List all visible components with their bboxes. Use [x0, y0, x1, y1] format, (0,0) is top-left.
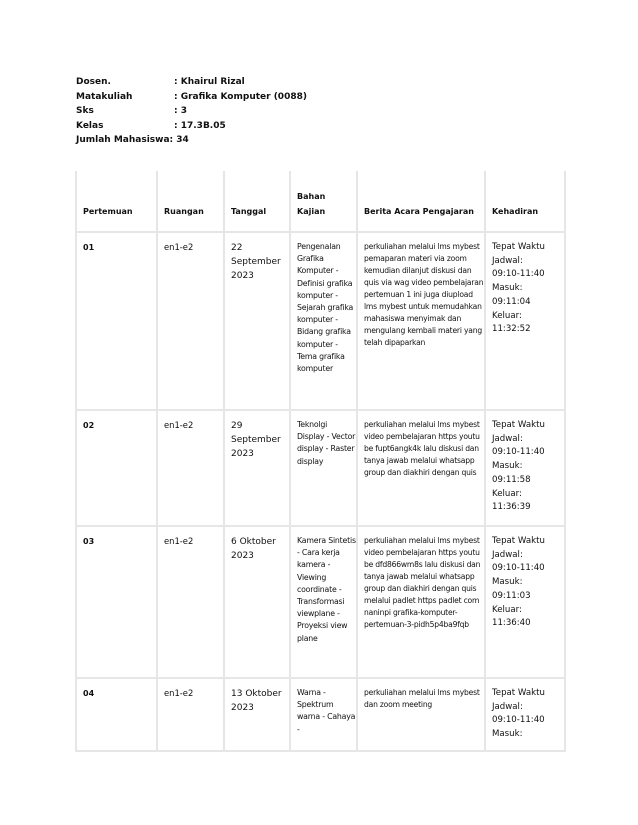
jumlah-label: Jumlah Mahasiswa [76, 135, 170, 145]
cell-pertemuan: 02 [76, 410, 157, 526]
cell-pertemuan: 03 [76, 526, 157, 678]
kelas-label: Kelas [76, 120, 104, 131]
cell-tanggal: 22 September 2023 [224, 232, 290, 410]
kehadiran-masuk-label: Masuk: [492, 577, 523, 588]
cell-kehadiran [485, 678, 565, 751]
cell-kehadiran [485, 410, 565, 526]
cell-pertemuan: 04 [76, 678, 157, 751]
cell-ruangan: en1-e2 [157, 526, 224, 678]
cell-bahan-kajian: Teknolgi Display - Vector display - Raster display [290, 410, 357, 526]
header-ruangan: Ruangan [157, 171, 224, 232]
kehadiran-jadwal-value: 09:10-11:40 [492, 563, 545, 574]
dosen-label: Dosen. [76, 77, 111, 87]
header-kehadiran: Kehadiran [485, 171, 565, 232]
kehadiran-jadwal-value: 09:10-11:40 [492, 447, 545, 458]
cell-kehadiran [485, 232, 565, 410]
kehadiran-jadwal-value: 09:10-11:40 [492, 269, 545, 280]
kehadiran-status: Tepat Waktu [492, 242, 545, 252]
cell-ruangan: en1-e2 [157, 678, 224, 751]
cell-berita-acara: perkuliahan melalui lms mybest pemaparan materi via zoom kemudian dilanjut diskusi dan quis via wag video pembelajaran pertemuan 1 ini juga diupload lms mybest untuk memudahkan mahasiswa menyimak dan mengulang kembali materi yang telah dipaparkan [357, 232, 485, 410]
cell-kehadiran [485, 526, 565, 678]
header-tanggal: Tanggal [224, 171, 290, 232]
kehadiran-status: Tepat Waktu [492, 536, 545, 546]
sks-value: : 3 [174, 106, 187, 116]
kehadiran-jadwal-label: Jadwal: [492, 549, 523, 560]
attendance-table [75, 171, 566, 752]
kehadiran-keluar-label: Keluar: [492, 310, 522, 321]
cell-ruangan: en1-e2 [157, 232, 224, 410]
kehadiran-keluar-label: Keluar: [492, 604, 522, 615]
cell-bahan-kajian: Kamera Sintetis - Cara kerja kamera - Viewing coordinate - Transformasi viewplane - Proyeksi view plane [290, 526, 357, 678]
cell-tanggal: 13 Oktober 2023 [224, 678, 290, 751]
info-row-matakuliah [76, 90, 307, 105]
info-row-jumlah [76, 133, 307, 148]
info-row-dosen [76, 75, 307, 90]
kehadiran-masuk-value: 09:11:03 [492, 590, 531, 601]
header-bahan-kajian: Bahan Kajian [290, 171, 357, 232]
table-header-row [76, 171, 565, 232]
cell-berita-acara: perkuliahan melalui lms mybest video pembelajaran https youtu be fupt6angk4k lalu diskusi dan tanya jawab melalui whatsapp group dan diakhiri dengan quis [357, 410, 485, 526]
cell-ruangan: en1-e2 [157, 410, 224, 526]
kehadiran-masuk-label: Masuk: [492, 729, 523, 740]
sks-label: Sks [76, 106, 94, 116]
info-row-kelas [76, 119, 307, 134]
cell-pertemuan: 01 [76, 232, 157, 410]
kehadiran-jadwal-label: Jadwal: [492, 255, 523, 266]
info-row-sks [76, 104, 307, 119]
header-pertemuan: Pertemuan [76, 171, 157, 232]
kehadiran-keluar-value: 11:36:39 [492, 502, 531, 513]
dosen-value: : Khairul Rizal [174, 77, 245, 87]
kehadiran-masuk-label: Masuk: [492, 461, 523, 472]
table-row [76, 526, 565, 678]
kehadiran-masuk-value: 09:11:58 [492, 474, 531, 485]
cell-tanggal: 6 Oktober 2023 [224, 526, 290, 678]
kehadiran-jadwal-label: Jadwal: [492, 433, 523, 444]
header-berita-acara: Berita Acara Pengajaran [357, 171, 485, 232]
cell-berita-acara: perkuliahan melalui lms mybest dan zoom meeting [357, 678, 485, 751]
course-info [76, 75, 307, 148]
kehadiran-masuk-label: Masuk: [492, 283, 523, 294]
kehadiran-masuk-value: 09:11:04 [492, 296, 531, 307]
table-row [76, 678, 565, 751]
kehadiran-keluar-label: Keluar: [492, 488, 522, 499]
matakuliah-label: Matakuliah [76, 91, 133, 102]
cell-tanggal: 29 September 2023 [224, 410, 290, 526]
kelas-value: : 17.3B.05 [174, 120, 226, 131]
cell-bahan-kajian: Warna - Spektrum warna - Cahaya - [290, 678, 357, 751]
kehadiran-jadwal-value: 09:10-11:40 [492, 715, 545, 726]
kehadiran-jadwal-label: Jadwal: [492, 701, 523, 712]
cell-berita-acara: perkuliahan melalui lms mybest video pembelajaran https youtu be dfd866wm8s lalu diskusi dan tanya jawab melalui whatsapp group dan diakhiri dengan quis melalui padlet https padlet com naninpi grafika-komputer-pertemuan-3-pidh5p4ba9fqb [357, 526, 485, 678]
kehadiran-status: Tepat Waktu [492, 688, 545, 698]
kehadiran-keluar-value: 11:36:40 [492, 618, 531, 629]
cell-bahan-kajian: Pengenalan Grafika Komputer - Definisi grafika komputer - Sejarah grafika komputer - Bidang grafika komputer - Tema grafika komputer [290, 232, 357, 410]
jumlah-value: : 34 [169, 135, 189, 145]
kehadiran-status: Tepat Waktu [492, 420, 545, 430]
kehadiran-keluar-value: 11:32:52 [492, 324, 531, 335]
table-row [76, 232, 565, 410]
matakuliah-value: : Grafika Komputer (0088) [174, 91, 307, 102]
table-row [76, 410, 565, 526]
